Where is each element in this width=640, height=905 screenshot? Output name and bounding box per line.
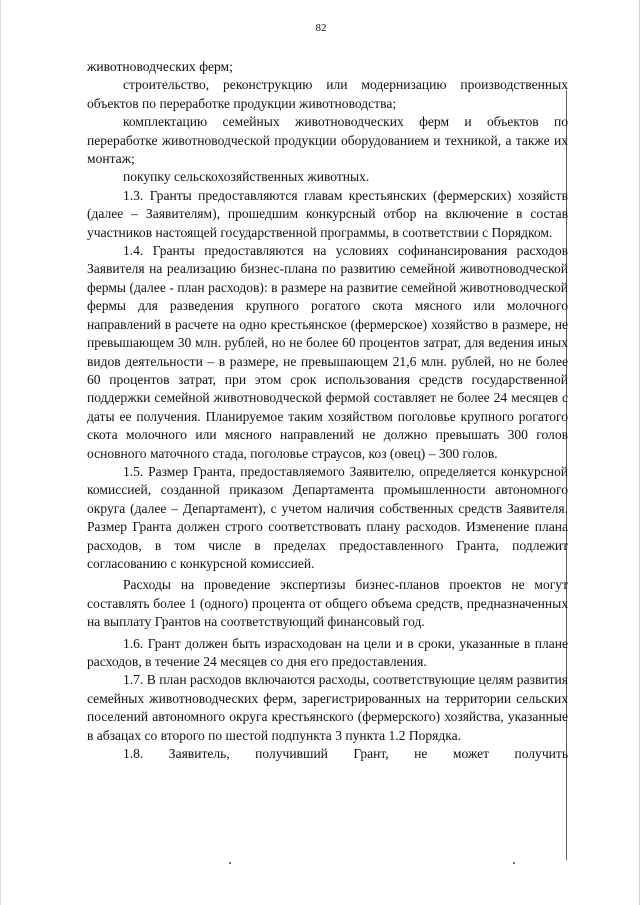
paragraph: покупку сельскохозяйственных животных. [123, 169, 370, 185]
paragraph: 1.8. Заявитель, получивший Грант, не может получить [123, 746, 568, 762]
document-body [87, 58, 568, 763]
paragraph: комплектацию семейных животноводческих ферм и объектов по переработке животноводческой продукции оборудованием и техникой, а также их монтаж; [87, 114, 568, 167]
paragraph: строительство, реконструкцию или модернизацию производственных объектов по переработке продукции животноводства; [87, 77, 568, 111]
scan-speck [229, 862, 231, 864]
page-number: 82 [315, 22, 327, 34]
paragraph: Расходы на проведение экспертизы бизнес-планов проектов не могут составлять более 1 (одного) процента от общего объема средств, предназначенных на выплату Грантов на соответствующий финансовый год. [87, 577, 568, 630]
paragraph: 1.7. В план расходов включаются расходы, соответствующие целям развития семейных животноводческих ферм, зарегистрированных на территории сельских поселений автономного округа крестьянского (фермерского) хозяйства, указанные в абзацах со второго по шестой подпункта 3 пункта 1.2 Порядка. [87, 672, 568, 743]
scan-speck [513, 862, 515, 864]
paragraph: 1.4. Гранты предоставляются на условиях софинансирования расходов Заявителя на реализацию бизнес-плана по развитию семейной животноводческой фермы (далее - план расходов): в размере на развитие семейной животноводческой фермы для разведения крупного рогатого скота мясного или молочного направлений в расчете на одно крестьянское (фермерское) хозяйство в размере, не превышающем 30 млн. рублей, но не более 60 процентов затрат, для ведения иных видов деятельности – в размере, не превышающем 21,6 млн. рублей, но не более 60 процентов затрат, при этом срок использования средств государственной поддержки семейной животноводческой фермой составляет не более 24 месяцев с даты ее получения. Планируемое таким хозяйством поголовье крупного рогатого скота молочного или мясного направлений не должно превышать 300 голов основного маточного стада, поголовье страусов, коз (овец) – 300 голов. [87, 243, 568, 461]
paragraph: 1.6. Грант должен быть израсходован на цели и в сроки, указанные в плане расходов, в течение 24 месяцев со дня его предоставления. [87, 635, 568, 669]
paragraph: животноводческих ферм; [87, 59, 233, 74]
paragraph: 1.3. Гранты предоставляются главам крестьянских (фермерских) хозяйств (далее – Заявителям), прошедшим конкурсный отбор на включение в состав участников настоящей государственной программы, в соответствии с Порядком. [87, 187, 568, 240]
paragraph: 1.5. Размер Гранта, предоставляемого Заявителю, определяется конкурсной комиссией, созданной приказом Департамента промышленности автономного округа (далее – Департамент), с учетом наличия собственных средств Заявителя. Размер Гранта должен строго соответствовать плану расходов. Изменение плана расходов, в том числе в пределах предоставленного Гранта, подлежит согласованию с конкурсной комиссией. [87, 463, 568, 571]
